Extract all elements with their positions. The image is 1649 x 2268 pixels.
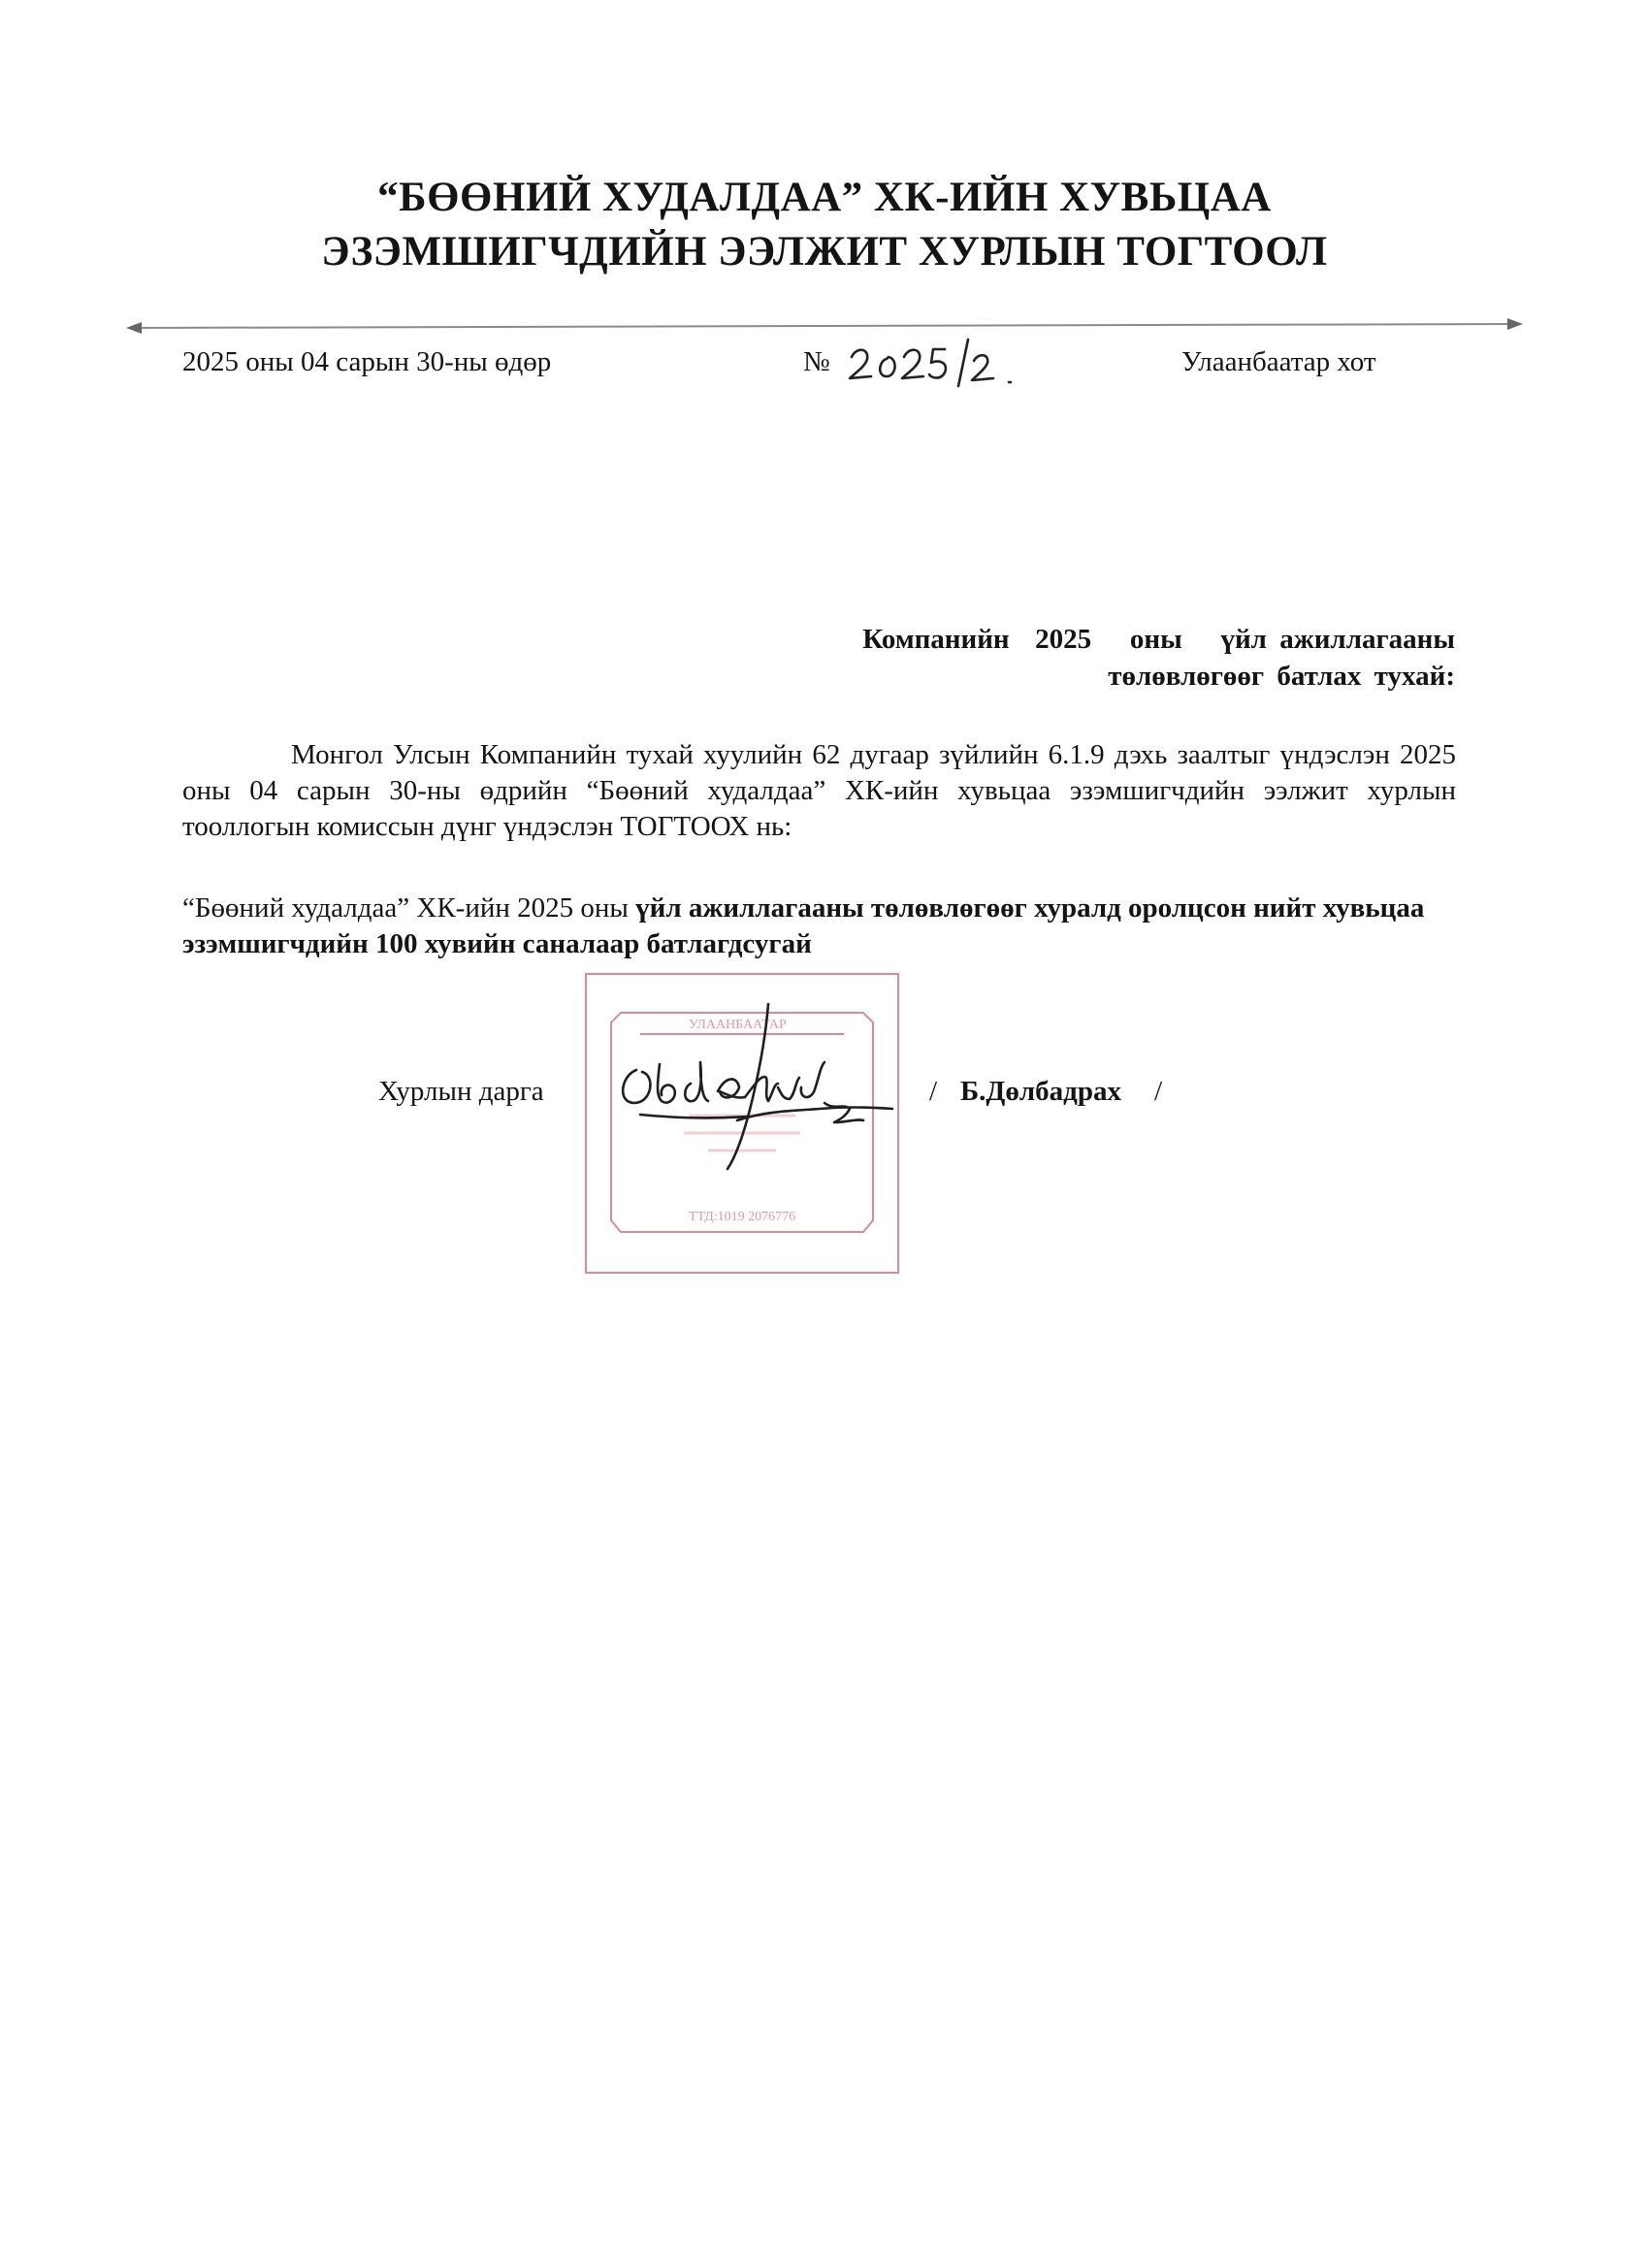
resolution-city: Улаанбаатар хот: [1181, 346, 1376, 377]
resolution-body: Монгол Улсын Компанийн тухай хуулийн 62 дугаар зүйлийн 6.1.9 дэхь заалтыг үндэслэн 2025 оны 04 сарын 30-ны өдрийн “Бөөний худалдаа” ХК-ийн хувьцаа эзэмшигчдийн ээлжит хурлын тооллогын комиссын дүнг үндэслэн ТОГТООХ нь:: [182, 739, 1456, 842]
subject-line-1: Компанийн 2025 оны үйл ажиллагааны: [862, 624, 1455, 655]
resolution-decision: [182, 891, 1472, 962]
subject-line-2: төлөвлөгөөг батлах тухай:: [1108, 661, 1455, 692]
stamp-text-top: УЛААНБААТАР: [689, 1018, 787, 1032]
chairman-signature: [601, 994, 922, 1198]
signer-role: Хурлын дарга: [378, 1076, 544, 1107]
resolution-date: 2025 оны 04 сарын 30-ны өдөр: [182, 346, 552, 377]
document-title-line-1: “БӨӨНИЙ ХУДАЛДАА” ХК-ИЙН ХУВЬЦАА: [377, 175, 1272, 220]
signer-slash-open: /: [929, 1076, 938, 1107]
document-title-line-2: ЭЗЭМШИГЧДИЙН ЭЭЛЖИТ ХУРЛЫН ТОГТООЛ: [321, 229, 1328, 275]
stamp-text-bottom: ТТД:1019 2076776: [689, 1210, 796, 1224]
decision-plain-text: “Бөөний худалдаа” ХК-ийн 2025 оны: [182, 892, 636, 923]
resolution-subject: [862, 621, 1455, 695]
handwritten-number: [844, 338, 1028, 388]
decision-bold-text: үйл ажиллагааны төлөвлөгөөг хуралд оролцсон нийт хувьцаа эзэмшигчдийн 100 хувийн саналаар батлагдсугай: [182, 892, 1425, 959]
resolution-number-label: №: [803, 346, 830, 377]
header-arrow-rule: [126, 316, 1523, 340]
signer-slash-close: /: [1154, 1076, 1163, 1107]
signer-name: Б.Дөлбадрах: [960, 1076, 1121, 1107]
